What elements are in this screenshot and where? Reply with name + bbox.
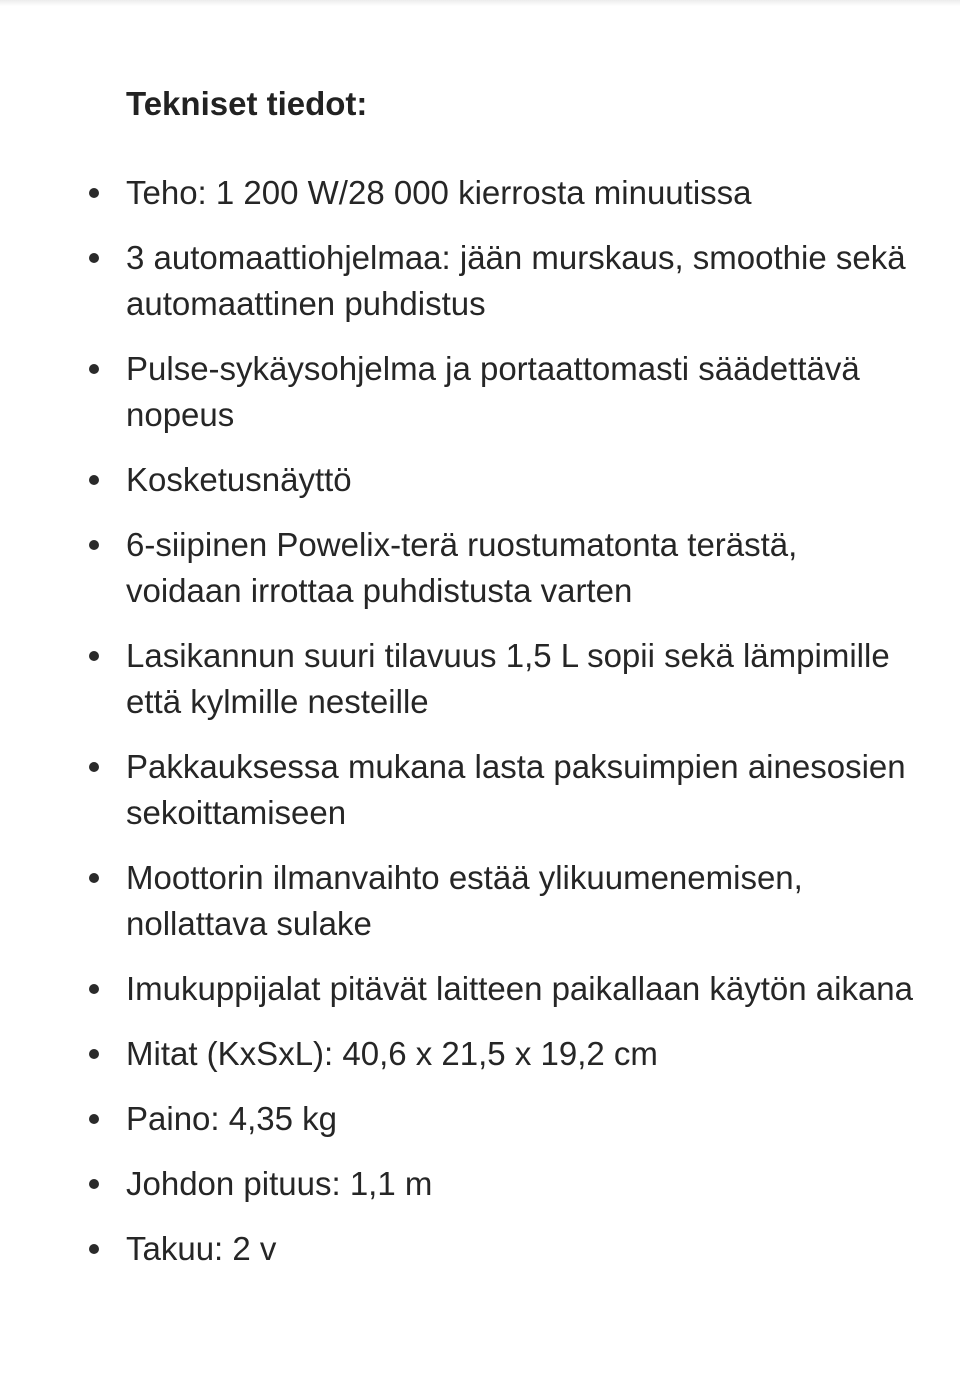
bullet-icon — [89, 762, 99, 772]
bullet-icon — [89, 1244, 99, 1254]
spec-text: Moottorin ilmanvaihto estää ylikuumenemisen, nollattava sulake — [126, 859, 803, 942]
bullet-icon — [89, 188, 99, 198]
bullet-icon — [89, 475, 99, 485]
spec-text: Johdon pituus: 1,1 m — [126, 1165, 433, 1202]
spec-text: Teho: 1 200 W/28 000 kierrosta minuutissa — [126, 174, 752, 211]
bullet-icon — [89, 1114, 99, 1124]
spec-text: 3 automaattiohjelmaa: jään murskaus, smoothie sekä automaattinen puhdistus — [126, 239, 906, 322]
spec-text: Pakkauksessa mukana lasta paksuimpien ainesosien sekoittamiseen — [126, 748, 906, 831]
list-item — [0, 744, 960, 836]
bullet-icon — [89, 253, 99, 263]
list-item — [0, 457, 960, 503]
spec-text: Pulse-sykäysohjelma ja portaattomasti säädettävä nopeus — [126, 350, 860, 433]
list-item — [0, 633, 960, 725]
spec-text: Lasikannun suuri tilavuus 1,5 L sopii sekä lämpimille että kylmille nesteille — [126, 637, 890, 720]
bullet-icon — [89, 1179, 99, 1189]
spec-text: Mitat (KxSxL): 40,6 x 21,5 x 19,2 cm — [126, 1035, 658, 1072]
spec-text: Paino: 4,35 kg — [126, 1100, 337, 1137]
spec-text: Imukuppijalat pitävät laitteen paikallaan käytön aikana — [126, 970, 914, 1007]
bullet-icon — [89, 1049, 99, 1059]
list-item — [0, 1096, 960, 1142]
list-item — [0, 1226, 960, 1272]
bullet-icon — [89, 873, 99, 883]
spec-text: Kosketusnäyttö — [126, 461, 352, 498]
list-item — [0, 235, 960, 327]
spec-text: 6-siipinen Powelix-terä ruostumatonta terästä, voidaan irrottaa puhdistusta varten — [126, 526, 798, 609]
spec-text: Takuu: 2 v — [126, 1230, 277, 1267]
bullet-icon — [89, 651, 99, 661]
list-item — [0, 1031, 960, 1077]
bullet-icon — [89, 984, 99, 994]
spec-list — [0, 170, 960, 1291]
list-item — [0, 966, 960, 1012]
list-item — [0, 1161, 960, 1207]
list-item — [0, 522, 960, 614]
list-item — [0, 170, 960, 216]
section-heading: Tekniset tiedot: — [126, 85, 368, 122]
list-item — [0, 346, 960, 438]
top-edge-shadow — [0, 0, 960, 6]
bullet-icon — [89, 540, 99, 550]
bullet-icon — [89, 364, 99, 374]
list-item — [0, 855, 960, 947]
